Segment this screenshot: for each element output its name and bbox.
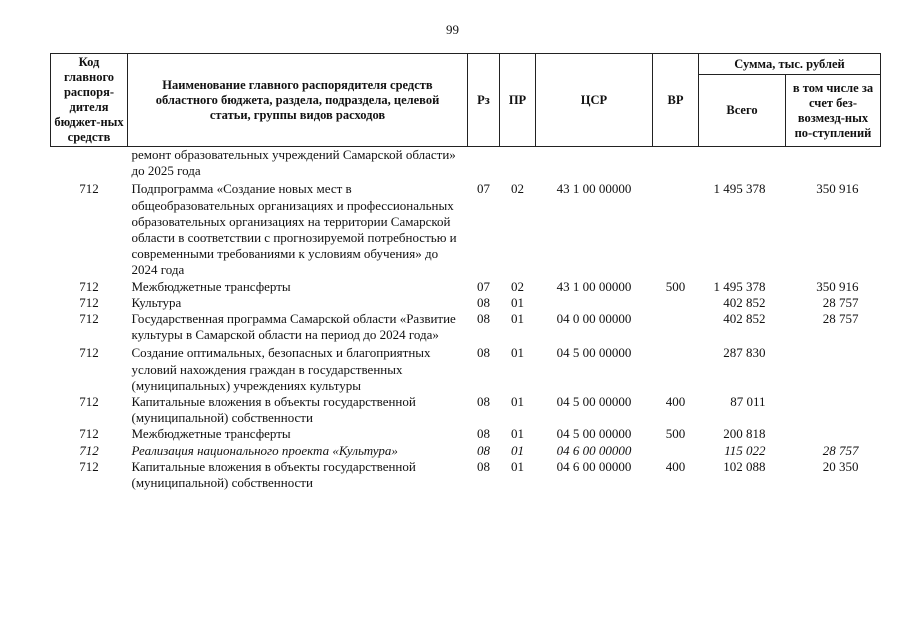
cell-name: Капитальные вложения в объекты государственной (муниципальной) собственности	[131, 458, 416, 491]
cell-csr: 04 5 00 00000	[556, 345, 632, 361]
cell-code: 712	[79, 426, 99, 442]
header-rz: Рз	[468, 54, 500, 147]
cell-total: 287 830	[723, 345, 766, 361]
cell-csr	[536, 147, 653, 180]
cell-pr: 01	[511, 442, 524, 458]
cell-rz: 08	[477, 394, 490, 410]
cell-name: Капитальные вложения в объекты государственной (муниципальной) собственности	[131, 394, 416, 426]
table-row	[51, 394, 881, 426]
table-row	[51, 443, 881, 459]
cell-rz: 08	[477, 294, 490, 310]
cell-code: 712	[79, 458, 99, 474]
cell-csr: 04 6 00 00000	[556, 442, 632, 458]
cell-rz	[468, 147, 500, 180]
cell-bezvozm: 28 757	[822, 442, 859, 458]
budget-table	[50, 53, 881, 491]
cell-code: 712	[79, 311, 99, 327]
header-name: Наименование главного распорядителя средств областного бюджета, раздела, подраздела, целевой статьи, группы видов расходов	[128, 54, 468, 147]
cell-pr: 01	[511, 345, 524, 361]
cell-pr: 02	[511, 278, 524, 294]
cell-vr	[653, 343, 699, 394]
cell-name: Межбюджетные трансферты	[131, 426, 291, 442]
cell-pr: 01	[511, 394, 524, 410]
cell-total: 402 852	[723, 294, 766, 310]
cell-bezvozm: 28 757	[822, 294, 859, 310]
cell-vr	[653, 311, 699, 343]
cell-name: Реализация национального проекта «Культура»	[131, 442, 398, 458]
table-row	[51, 311, 881, 343]
cell-vr	[653, 147, 699, 180]
cell-bezvozm	[786, 394, 881, 426]
cell-total: 1 495 378	[713, 181, 766, 197]
cell-pr: 01	[511, 458, 524, 474]
cell-code: 712	[79, 442, 99, 458]
cell-rz: 08	[477, 458, 490, 474]
cell-code: 712	[79, 278, 99, 294]
cell-name: Межбюджетные трансферты	[131, 278, 291, 294]
header-csr: ЦСР	[536, 54, 653, 147]
header-bezvozm: в том числе за счет без-возмезд-ных по-ступлений	[786, 75, 881, 147]
cell-csr: 04 6 00 00000	[556, 458, 632, 474]
cell-vr: 500	[665, 426, 686, 442]
cell-vr: 500	[665, 278, 686, 294]
cell-csr: 04 5 00 00000	[556, 394, 632, 410]
cell-pr: 01	[511, 294, 524, 310]
table-row	[51, 147, 881, 180]
cell-vr: 400	[665, 394, 686, 410]
table-row	[51, 295, 881, 311]
cell-vr: 400	[665, 458, 686, 474]
cell-bezvozm	[786, 426, 881, 442]
cell-total: 200 818	[723, 426, 766, 442]
header-pr: ПР	[500, 54, 536, 147]
cell-csr: 43 1 00 00000	[556, 278, 632, 294]
cell-vr	[653, 295, 699, 311]
cell-name: Подпрограмма «Создание новых мест в общеобразовательных организациях и профессиональных образовательных организациях на территории Самарской области в соответствии с прогнозируемой потребностью и современными требованиями к условиям обучения» до 2024 года	[131, 181, 457, 278]
cell-total: 402 852	[723, 311, 766, 327]
cell-rz: 07	[477, 278, 490, 294]
cell-csr: 04 5 00 00000	[556, 426, 632, 442]
cell-csr	[536, 295, 653, 311]
cell-rz: 08	[477, 442, 490, 458]
cell-rz: 08	[477, 345, 490, 361]
cell-total: 102 088	[723, 458, 766, 474]
cell-code: 712	[79, 394, 99, 410]
cell-pr	[500, 147, 536, 180]
cell-vr	[653, 443, 699, 459]
table-header	[51, 54, 881, 147]
cell-code: 712	[79, 181, 99, 197]
table-row	[51, 279, 881, 295]
page-number: 99	[446, 22, 459, 37]
cell-code: 712	[79, 345, 99, 361]
cell-pr: 01	[511, 426, 524, 442]
cell-csr: 43 1 00 00000	[556, 181, 632, 197]
cell-vr	[653, 179, 699, 278]
cell-total	[699, 147, 786, 180]
cell-pr: 01	[511, 311, 524, 327]
cell-rz: 08	[477, 426, 490, 442]
cell-bezvozm: 350 916	[816, 278, 859, 294]
cell-bezvozm: 28 757	[822, 311, 859, 327]
cell-name: Государственная программа Самарской области «Развитие культуры в Самарской области на период до 2024 года»	[131, 311, 456, 343]
header-sum: Сумма, тыс. рублей	[699, 54, 881, 75]
table-row	[51, 343, 881, 394]
cell-name: Культура	[131, 294, 182, 310]
cell-name: ремонт образовательных учреждений Самарской области» до 2025 года	[131, 147, 456, 179]
table-body	[51, 147, 881, 492]
cell-bezvozm: 350 916	[816, 181, 859, 197]
cell-total: 115 022	[724, 442, 766, 458]
cell-bezvozm: 20 350	[822, 458, 859, 474]
header-total: Всего	[699, 75, 786, 147]
table-row	[51, 179, 881, 278]
cell-total: 1 495 378	[713, 278, 766, 294]
cell-csr: 04 0 00 00000	[556, 311, 632, 327]
table-row	[51, 426, 881, 442]
cell-rz: 08	[477, 311, 490, 327]
cell-pr: 02	[511, 181, 524, 197]
cell-code	[51, 147, 128, 180]
cell-name: Создание оптимальных, безопасных и благоприятных условий нахождения граждан в государственных (муниципальных) учреждениях культуры	[131, 345, 431, 393]
cell-code: 712	[79, 294, 99, 310]
cell-total: 87 011	[730, 394, 766, 410]
cell-bezvozm	[786, 343, 881, 394]
table-row	[51, 459, 881, 491]
header-code: Код главного распоря-дителя бюджет-ных средств	[51, 54, 128, 147]
cell-bezvozm	[786, 147, 881, 180]
cell-rz: 07	[477, 181, 490, 197]
header-vr: ВР	[653, 54, 699, 147]
